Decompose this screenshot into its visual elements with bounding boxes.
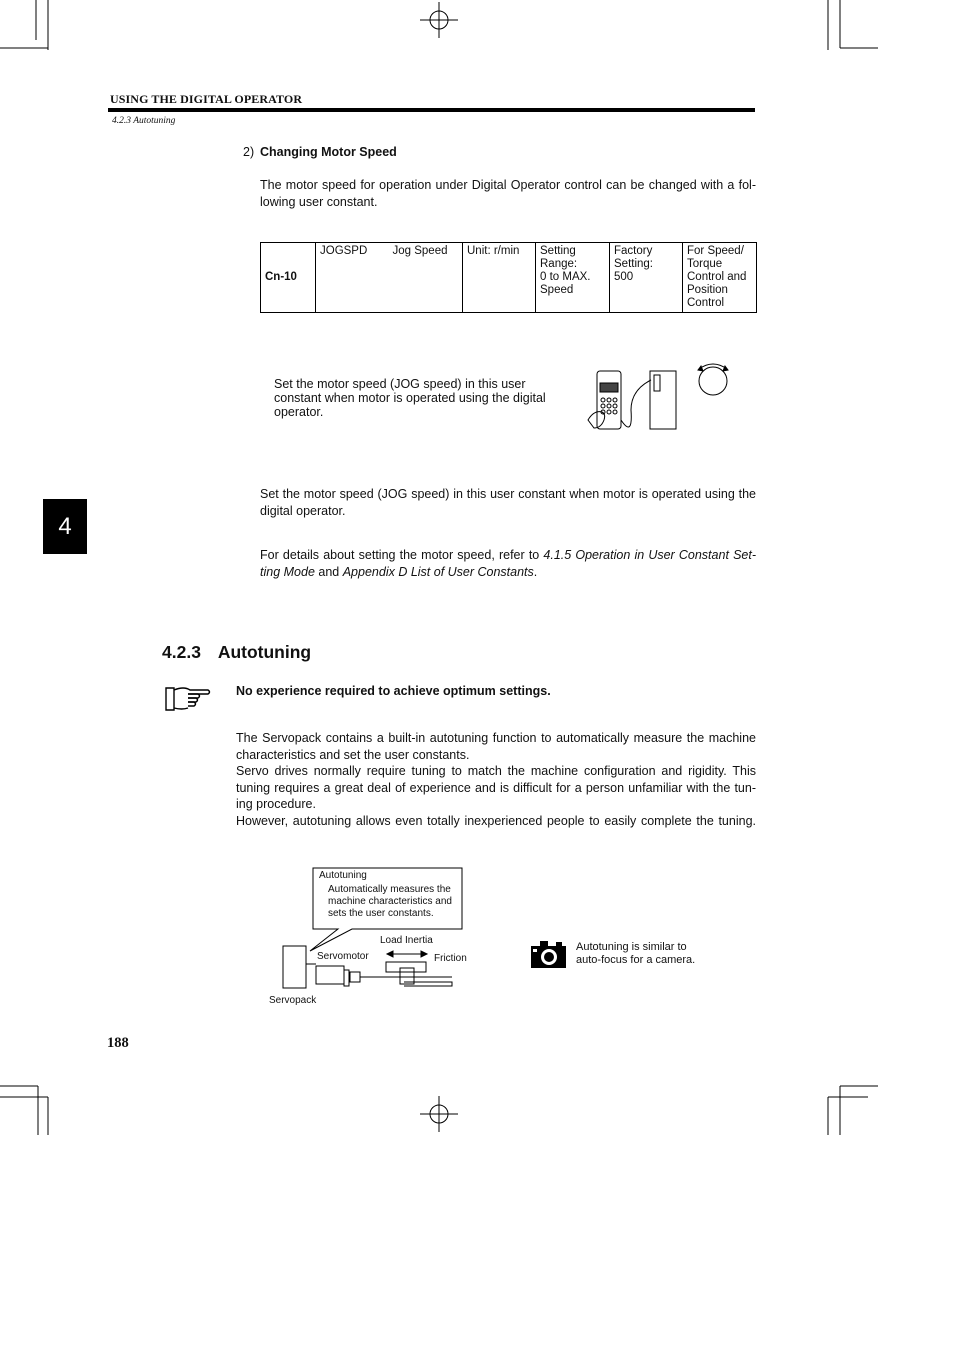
factory-line: Factory (614, 245, 653, 257)
unit-text: Unit: r/min (467, 245, 520, 257)
running-title: USING THE DIGITAL OPERATOR (110, 92, 303, 106)
unit-cell (463, 243, 536, 313)
caption-line: operator. (274, 405, 324, 419)
body-line: tuning requires a great deal of experience and is difficult for a person unfamiliar with the tun- (236, 780, 756, 795)
callout-line: sets the user constants. (328, 908, 434, 919)
label-load-inertia: Load Inertia (380, 935, 433, 946)
body-line: ing procedure. (236, 797, 316, 811)
reference-line (260, 547, 756, 564)
mode-line: For Speed/ (687, 245, 744, 257)
explain-paragraph (260, 486, 756, 519)
camera-note-line: Autotuning is similar to (576, 941, 687, 953)
reference-line (260, 564, 756, 581)
digital-operator-illustration (580, 360, 740, 442)
caption-line: Set the motor speed (JOG speed) in this user (274, 377, 526, 391)
mode-line: Torque (687, 258, 723, 270)
explain-line: digital operator. (260, 503, 346, 518)
body-line: Servo drives normally require tuning to match the machine configuration and rigidity. This (236, 764, 756, 778)
setting-range-cell (536, 243, 610, 313)
item-number: 2) (243, 145, 255, 159)
callout-body (328, 884, 452, 920)
range-line: Setting (540, 245, 576, 257)
factory-line: 500 (614, 271, 634, 283)
range-line: Range: (540, 258, 578, 270)
label-servopack: Servopack (269, 995, 317, 1006)
body-line: The Servopack contains a built-in autotuning function to automatically measure the machine (236, 731, 756, 745)
camera-icon (530, 940, 568, 970)
mode-line: Control and (687, 271, 747, 283)
range-line: 0 to MAX. (540, 271, 591, 283)
factory-setting-cell (610, 243, 683, 313)
mode-line: Position (687, 284, 728, 296)
factory-line: Setting: (614, 258, 653, 270)
chapter-tab (43, 499, 87, 554)
label-friction: Friction (434, 953, 467, 964)
constant-description: Jog Speed (392, 245, 448, 257)
autotuning-body (236, 730, 756, 829)
reference-text: and (314, 564, 343, 579)
reference-link-appendix-d[interactable]: Appendix D List of User Constants (342, 564, 534, 579)
camera-note-line: auto-focus for a camera. (576, 954, 696, 966)
body-line: characteristics and set the user constants. (236, 747, 470, 762)
intro-line: lowing user constant. (260, 194, 378, 209)
table-row (261, 243, 757, 313)
reference-link-user-constant-mode[interactable]: ting Mode (260, 564, 315, 579)
callout-line: machine characteristics and (328, 896, 452, 907)
caption-line: constant when motor is operated using the digital (274, 391, 546, 405)
reference-text: For details about setting the motor speed, refer to (260, 548, 544, 562)
header-rule (108, 108, 755, 112)
chapter-number: 4 (58, 512, 72, 540)
reference-paragraph (260, 547, 756, 580)
explain-line: Set the motor speed (JOG speed) in this user constant when motor is operated using the (260, 487, 756, 501)
figure-caption (274, 377, 546, 419)
mode-line: Control (687, 297, 725, 309)
tip-text: No experience required to achieve optimum settings. (236, 684, 551, 698)
section-title: Autotuning (217, 642, 312, 662)
user-constant-table (260, 242, 757, 313)
intro-line: The motor speed for operation under Digital Operator control can be changed with a fol- (260, 178, 756, 192)
constant-name-cell (316, 243, 463, 313)
callout-line: Automatically measures the (328, 884, 451, 895)
intro-paragraph (260, 177, 756, 210)
constant-code-cell (261, 243, 316, 313)
range-line: Speed (540, 284, 574, 296)
callout-title: Autotuning (319, 870, 367, 881)
subsection-heading: Changing Motor Speed (260, 145, 397, 159)
section-reference: 4.2.3 Autotuning (112, 116, 176, 126)
pointing-hand-icon (163, 684, 211, 714)
section-number: 4.2.3 (162, 642, 201, 662)
constant-name: JOGSPD (320, 245, 368, 257)
label-servomotor: Servomotor (317, 951, 369, 962)
reference-link-user-constant-mode[interactable]: 4.1.5 Operation in User Constant Set- (543, 548, 756, 562)
page-number: 188 (107, 1035, 129, 1051)
reference-text: . (533, 564, 538, 579)
camera-note (576, 941, 695, 967)
applies-to-cell (683, 243, 757, 313)
constant-code: Cn-10 (265, 271, 297, 283)
body-line: However, autotuning allows even totally inexperienced people to easily complete the tuning. (236, 813, 756, 828)
section-heading (162, 642, 311, 663)
